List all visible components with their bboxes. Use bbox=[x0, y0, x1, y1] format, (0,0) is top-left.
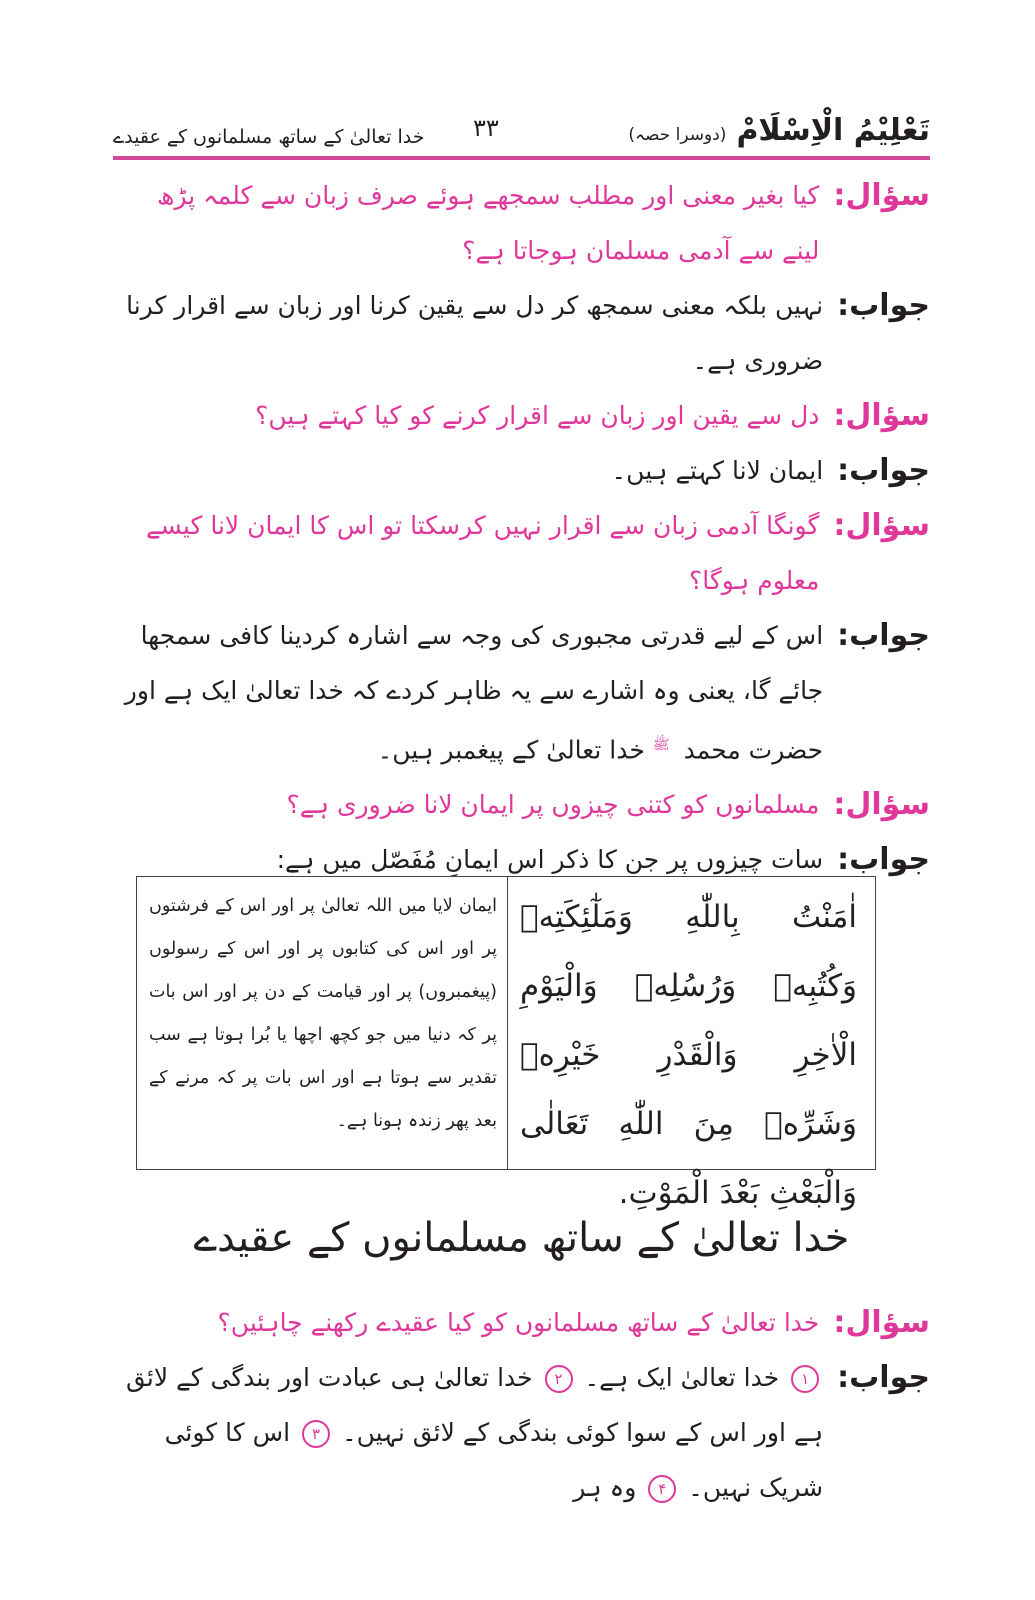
answer-label: جواب: bbox=[837, 288, 930, 323]
number-badge-3: ۳ bbox=[302, 1420, 330, 1448]
question-label: سؤال: bbox=[833, 1305, 930, 1340]
iman-urdu-translation: ایمان لایا میں اللہ تعالیٰ پر اور اس کے فرشتوں پر اور اس کی کتابوں پر اور اس کے رسولوں (پیغمبروں) پر اور قیامت کے دن پر اور اس بات پر کہ دنیا میں جو کچھ اچھا یا بُرا ہوتا ہے سب تقدیر سے ہوتا ہے اور اس بات پر کہ مرنے کے بعد پھر زندہ ہونا ہے۔ bbox=[149, 896, 497, 1131]
answer-text: سات چیزوں پر جن کا ذکر اس ایمانِ مُفَصّل میں ہے: bbox=[276, 845, 824, 875]
question-label: سؤال: bbox=[833, 178, 930, 213]
book-title-text: تَعْلِیْمُ الْاِسْلَامْ bbox=[736, 113, 930, 148]
answer-1 bbox=[113, 278, 930, 388]
question-text: کیا بغیر معنی اور مطلب سمجھے ہوئے صرف زبان سے کلمہ پڑھ لینے سے آدمی مسلمان ہوجاتا ہے؟ bbox=[156, 181, 820, 265]
honorific-icon: ﷺ bbox=[652, 737, 670, 753]
answer-label: جواب: bbox=[837, 842, 930, 878]
question-3 bbox=[113, 498, 930, 608]
question-label: سؤال: bbox=[833, 398, 930, 433]
chapter-title: خدا تعالیٰ کے ساتھ مسلمانوں کے عقیدے bbox=[113, 126, 425, 148]
question-2 bbox=[113, 388, 930, 443]
book-title bbox=[628, 113, 930, 148]
belief-item-4: وہ ہر bbox=[573, 1473, 637, 1502]
number-badge-2: ۲ bbox=[545, 1365, 573, 1393]
question-text: مسلمانوں کو کتنی چیزوں پر ایمان لانا ضروری ہے؟ bbox=[286, 790, 820, 820]
running-header bbox=[113, 92, 930, 148]
answer-5 bbox=[113, 1350, 930, 1515]
page-number: ۳۳ bbox=[473, 114, 499, 142]
answer-label: جواب: bbox=[837, 618, 930, 653]
question-label: سؤال: bbox=[833, 787, 930, 823]
belief-item-3: اس کا کوئی شریک نہیں۔ bbox=[164, 1418, 824, 1502]
number-badge-1: ۱ bbox=[791, 1365, 819, 1393]
book-part: (دوسرا حصہ) bbox=[628, 125, 727, 145]
iman-arabic-text: اٰمَنْتُ بِاللّٰهِ وَمَلٰٓئِكَتِهٖ وَكُتُبِهٖ وَرُسُلِهٖ وَالْيَوْمِ الْاٰخِرِ وَالْقَدْرِ خَيْرِهٖ وَشَرِّهٖ مِنَ اللّٰهِ تَعَالٰى وَالْبَعْثِ بَعْدَ الْمَوْتِ. bbox=[507, 877, 875, 1169]
belief-item-1: خدا تعالیٰ ایک ہے۔ bbox=[584, 1363, 780, 1392]
answer-3 bbox=[113, 608, 930, 777]
belief-item-2: خدا تعالیٰ ہی عبادت اور بندگی کے لائق ہے اور اس کے سوا کوئی بندگی کے لائق نہیں۔ bbox=[126, 1363, 824, 1447]
answer-2 bbox=[113, 443, 930, 498]
question-5 bbox=[113, 1295, 930, 1350]
iman-mufassal-table bbox=[136, 876, 876, 1211]
header-divider bbox=[113, 156, 930, 160]
qa-section bbox=[113, 168, 930, 887]
number-badge-4: ۴ bbox=[648, 1475, 676, 1503]
answer-text-wrapper bbox=[113, 608, 823, 777]
answer-text-continued: خدا تعالیٰ کے پیغمبر ہیں۔ bbox=[377, 735, 645, 765]
answer-label: جواب: bbox=[837, 1360, 930, 1395]
answer-text: نہیں بلکہ معنی سمجھ کر دل سے یقین کرنا اور زبان سے اقرار کرنا ضروری ہے۔ bbox=[126, 291, 824, 375]
answer-label: جواب: bbox=[837, 453, 930, 488]
question-text: گونگا آدمی زبان سے اقرار نہیں کرسکتا تو اس کا ایمان لانا کیسے معلوم ہوگا؟ bbox=[145, 511, 820, 595]
question-4 bbox=[113, 777, 930, 832]
answer-text: اس کے لیے قدرتی مجبوری کی وجہ سے اشارہ کردینا کافی سمجھا جائے گا، یعنی وہ اشارے سے یہ ظاہر کردے کہ خدا تعالیٰ ایک ہے اور حضرت محمد bbox=[124, 621, 824, 765]
beliefs-section bbox=[113, 1295, 930, 1515]
section-heading: خدا تعالیٰ کے ساتھ مسلمانوں کے عقیدے bbox=[193, 1215, 850, 1261]
question-1 bbox=[113, 168, 930, 278]
answer-text: ایمان لانا کہتے ہیں۔ bbox=[611, 456, 824, 485]
answer-list bbox=[113, 1350, 823, 1515]
question-label: سؤال: bbox=[833, 508, 930, 543]
question-text: دل سے یقین اور زبان سے اقرار کرنے کو کیا کہتے ہیں؟ bbox=[255, 401, 820, 430]
question-text: خدا تعالیٰ کے ساتھ مسلمانوں کو کیا عقیدے رکھنے چاہئیں؟ bbox=[217, 1308, 820, 1337]
